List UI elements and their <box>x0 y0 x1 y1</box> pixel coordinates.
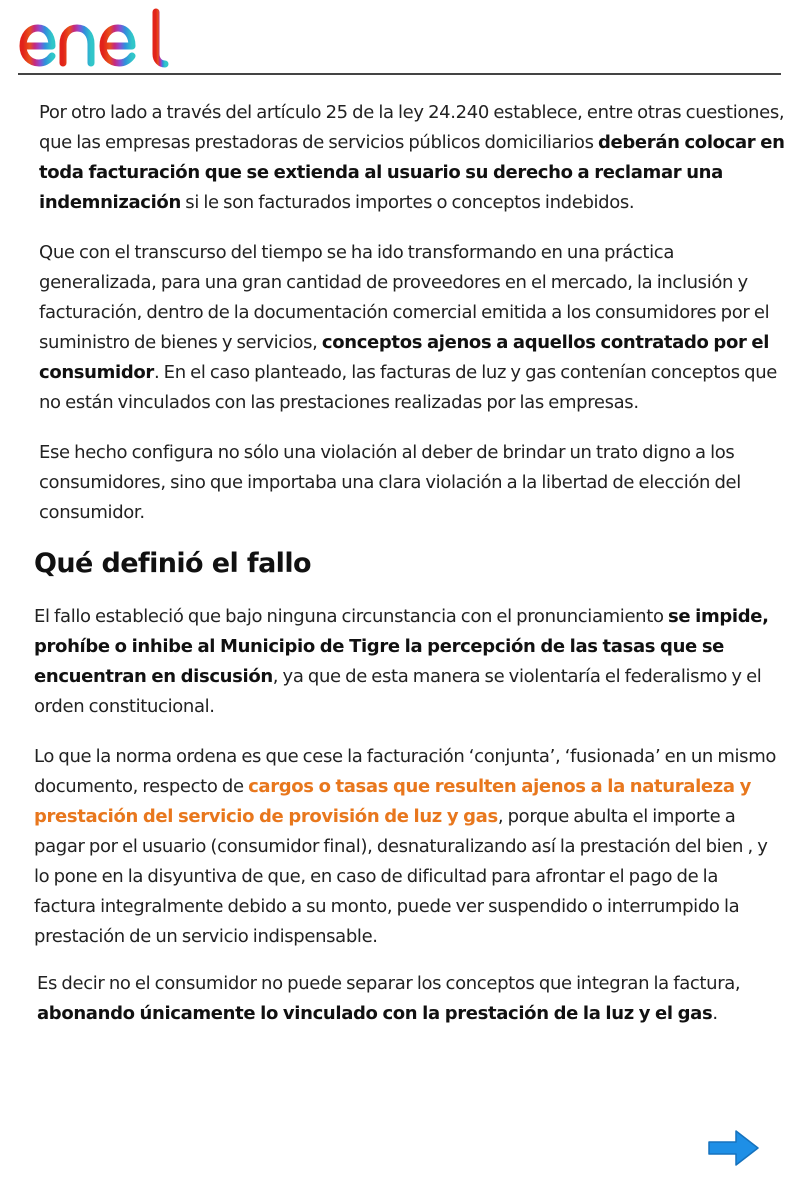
paragraph-text: , ya que de esta manera se violentaría el federalismo y el orden constitucional. <box>34 666 762 717</box>
paragraph-text: El fallo estableció que bajo ninguna circunstancia con el pronunciamiento <box>34 606 668 627</box>
paragraph-text: Por otro lado a través del artículo 25 de la ley 24.240 establece, entre otras cuestiones, que las empresas prestadoras de servicios públicos domiciliarios <box>39 102 785 153</box>
site-header <box>0 0 800 76</box>
paragraph-text: . En el caso planteado, las facturas de luz y gas contenían conceptos que no están vinculados con las prestaciones realizadas por las empresas. <box>39 362 778 413</box>
bold-text: conceptos ajenos a aquellos contratado por el consumidor <box>39 332 770 383</box>
paragraph-text: Lo que la norma ordena es que cese la facturación ‘conjunta’, ‘fusionada’ en un mismo documento, respecto de <box>34 746 777 797</box>
paragraph-text: Ese hecho configura no sólo una violación al deber de brindar un trato digno a los consumidores, sino que importaba una clara violación a la libertad de elección del consumidor. <box>39 442 741 523</box>
arrow-right-icon[interactable] <box>706 1128 760 1168</box>
article-body <box>0 98 800 1029</box>
paragraph-text: si le son facturados importes o conceptos indebidos. <box>180 192 635 213</box>
paragraph-violation <box>39 438 759 528</box>
header-divider <box>18 73 781 75</box>
section-heading: Qué definió el fallo <box>34 548 311 579</box>
paragraph-ruling <box>34 602 774 722</box>
paragraph-practice <box>39 238 789 418</box>
paragraph-norm <box>34 742 784 952</box>
bold-text: deberán colocar en toda facturación que se extienda al usuario su derecho a reclamar una indemnización <box>39 132 785 213</box>
highlighted-text: cargos o tasas que resulten ajenos a la naturaleza y prestación del servicio de provisión de luz y gas <box>34 776 751 827</box>
bold-text: se impide, prohíbe o inhibe al Municipio de Tigre la percepción de las tasas que se encuentran en discusión <box>34 606 769 687</box>
paragraph-conclusion <box>37 969 777 1029</box>
paragraph-text: Que con el transcurso del tiempo se ha ido transformando en una práctica generalizada, para una gran cantidad de proveedores en el mercado, la inclusión y facturación, dentro de la documentación comercial emitida a los consumidores por el suministro de bienes y servicios, <box>39 242 770 353</box>
paragraph-article-25 <box>39 98 789 218</box>
paragraph-text: , porque abulta el importe a pagar por el usuario (consumidor final), desnaturalizando así la prestación del bien , y lo pone en la disyuntiva de que, en caso de dificultad para afrontar el pago de la factura integralmente debido a su monto, puede ver suspendido o interrumpido la prestación de un servicio indispensable. <box>34 806 768 947</box>
enel-logo[interactable] <box>18 8 178 68</box>
paragraph-text: . <box>712 1003 718 1024</box>
paragraph-text: Es decir no el consumidor no puede separar los conceptos que integran la factura, <box>37 973 741 994</box>
bold-text: abonando únicamente lo vinculado con la prestación de la luz y el gas <box>37 1003 713 1024</box>
